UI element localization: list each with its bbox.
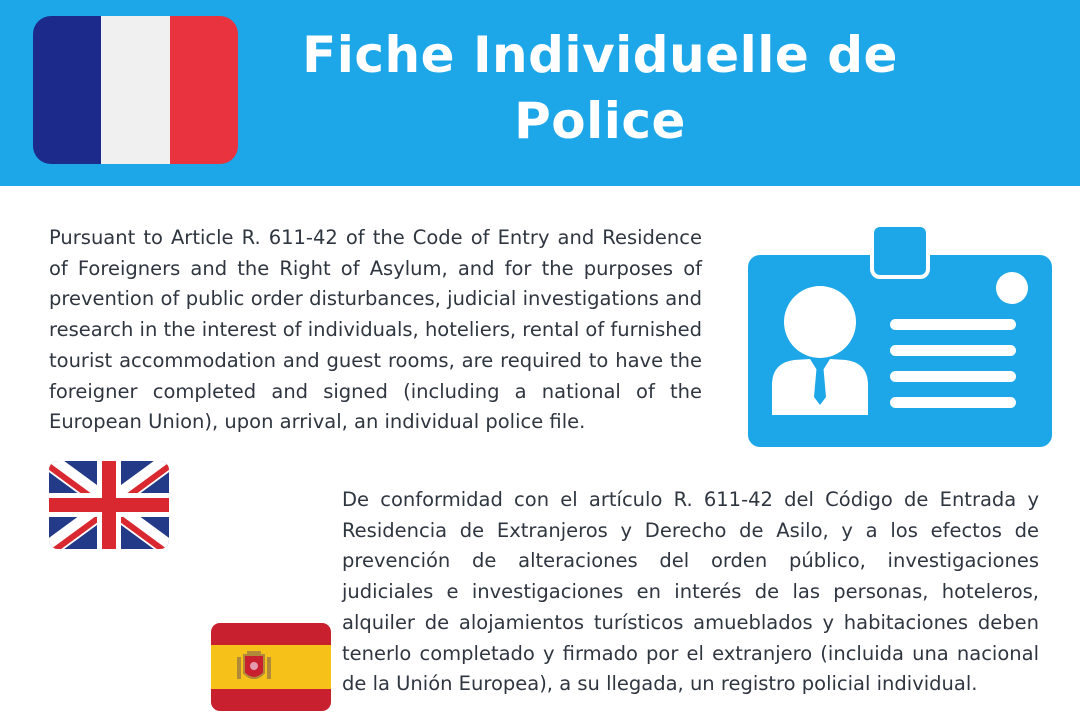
spanish-paragraph: De conformidad con el artículo R. 611-42 del Código de Entrada y Residencia de Extranjeros y Derecho de Asilo, y a los efectos de prevención de alteraciones del orden público, investigaciones judiciales e investigaciones en interés de las personas, hoteleros, alquiler de alojamientos turísticos amueblados y habitaciones deben tenerlo completado y firmado por el extranjero (incluida una nacional de la Unión Europea), a su llegada, un registro policial individual.: [342, 488, 1039, 696]
france-flag-icon: [33, 16, 238, 164]
english-paragraph: Pursuant to Article R. 611-42 of the Code of Entry and Residence of Foreigners and the Right of Asylum, and for the purposes of prevention of public order disturbances, judicial investigations and research in the interest of individuals, hoteliers, rental of furnished tourist accommodation and guest rooms, are required to have the foreigner completed and signed (including a national of the European Union), upon arrival, an individual police file.: [49, 226, 702, 434]
id-badge-icon: [748, 225, 1052, 447]
header-banner: [0, 0, 1080, 186]
uk-flag-icon: [49, 461, 169, 549]
page-title: Fiche Individuelle de Police: [302, 26, 898, 150]
spain-flag-icon: [211, 623, 331, 711]
